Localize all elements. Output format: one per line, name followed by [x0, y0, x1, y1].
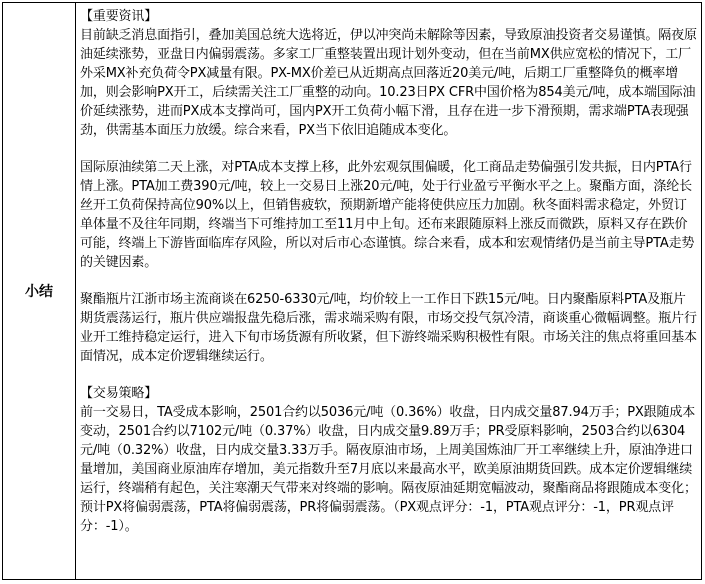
news-heading: 【重要资讯】 — [80, 9, 158, 24]
summary-row — [3, 3, 702, 580]
pta-paragraph: 国际原油续第二天上涨，对PTA成本支撑上移，此外宏观氛围偏暖，化工商品走势偏强引发共振，日内PTA行情上涨。PTA加工费390元/吨，较上一交易日上涨20元/吨，处于行业盈亏平衡水平之上。聚酯方面，涤纶长丝开工负荷保持高位90%以上，但销售疲软，预期新增产能将使供应压力加剧。秋冬面料需求稳定，外贸订单体量不及往年同期，终端当下可维持加工至11月中上旬。还布来跟随原料上涨反而微跌，原料又存在跌价可能，终端上下游皆面临库存风险，所以对后市心态谨慎。综合来看，成本和宏观情绪仍是当前主导PTA走势的关键因素。 — [80, 160, 695, 270]
strategy-heading: 【交易策略】 — [80, 386, 158, 401]
paragraph-gap — [80, 366, 697, 384]
paragraph-gap — [80, 140, 697, 158]
report-table — [2, 2, 702, 580]
bottle-paragraph: 聚酯瓶片江浙市场主流商谈在6250-6330元/吨，均价较上一工作日下跌15元/吨。日内聚酯原料PTA及瓶片期货震荡运行，瓶片供应端报盘先稳后涨，需求端采购有限，市场交投气氛冷清，商谈重心微幅调整。瓶片行业开工维持稳定运行，进入下旬市场货源有所收紧，但下游终端采购积极性有限。市场关注的焦点将重回基本面情况，成本定价逻辑继续运行。 — [80, 292, 697, 364]
summary-label-cell — [3, 3, 76, 580]
paragraph-gap — [80, 272, 697, 290]
strategy-paragraph: 前一交易日，TA受成本影响，2501合约以5036元/吨（0.36%）收盘，日内成交量87.94万手；PX跟随成本变动，2501合约以7102元/吨（0.37%）收盘，日内成交量9.89万手；PR受原料影响，2503合约以6304元/吨（0.32%）收盘，日内成交量3.33万手。隔夜原油市场，上周美国炼油厂开工率继续上升，原油净进口量增加，美国商业原油库存增加，美元指数升至7月底以来最高水平，欧美原油期货回跌。成本定价逻辑继续运行，终端稍有起色，关注寒潮天气带来对终端的影响。隔夜原油延期宽幅波动，聚酯商品将跟随成本变化；预计PX将偏弱震荡，PTA将偏弱震荡，PR将偏弱震荡。（PX观点评分：-1，PTA观点评分：-1，PR观点评分：-1）。 — [80, 405, 697, 534]
summary-content-cell — [76, 3, 702, 580]
news-paragraph: 目前缺乏消息面指引，叠加美国总统大选将近，伊以冲突尚未解除等因素，导致原油投资者交易谨慎。隔夜原油延续涨势，亚盘日内偏弱震荡。多家工厂重整装置出现计划外变动，但在当前MX供应宽松的情况下，工厂外采MX补充负荷令PX减量有限。PX-MX价差已从近期高点回落近20美元/吨，后期工厂重整降负的概率增加，则会影响PX开工，后续需关注工厂重整的动向。10.23日PX CFR中国价格为854美元/吨，成本端国际油价延续涨势，进而PX成本支撑尚可，国内PX开工负荷小幅下滑，且存在进一步下滑预期，需求端PTA表现强劲，供需基本面压力放缓。综合来看，PX当下依旧追随成本变化。 — [80, 28, 697, 138]
summary-label: 小结 — [25, 284, 53, 300]
